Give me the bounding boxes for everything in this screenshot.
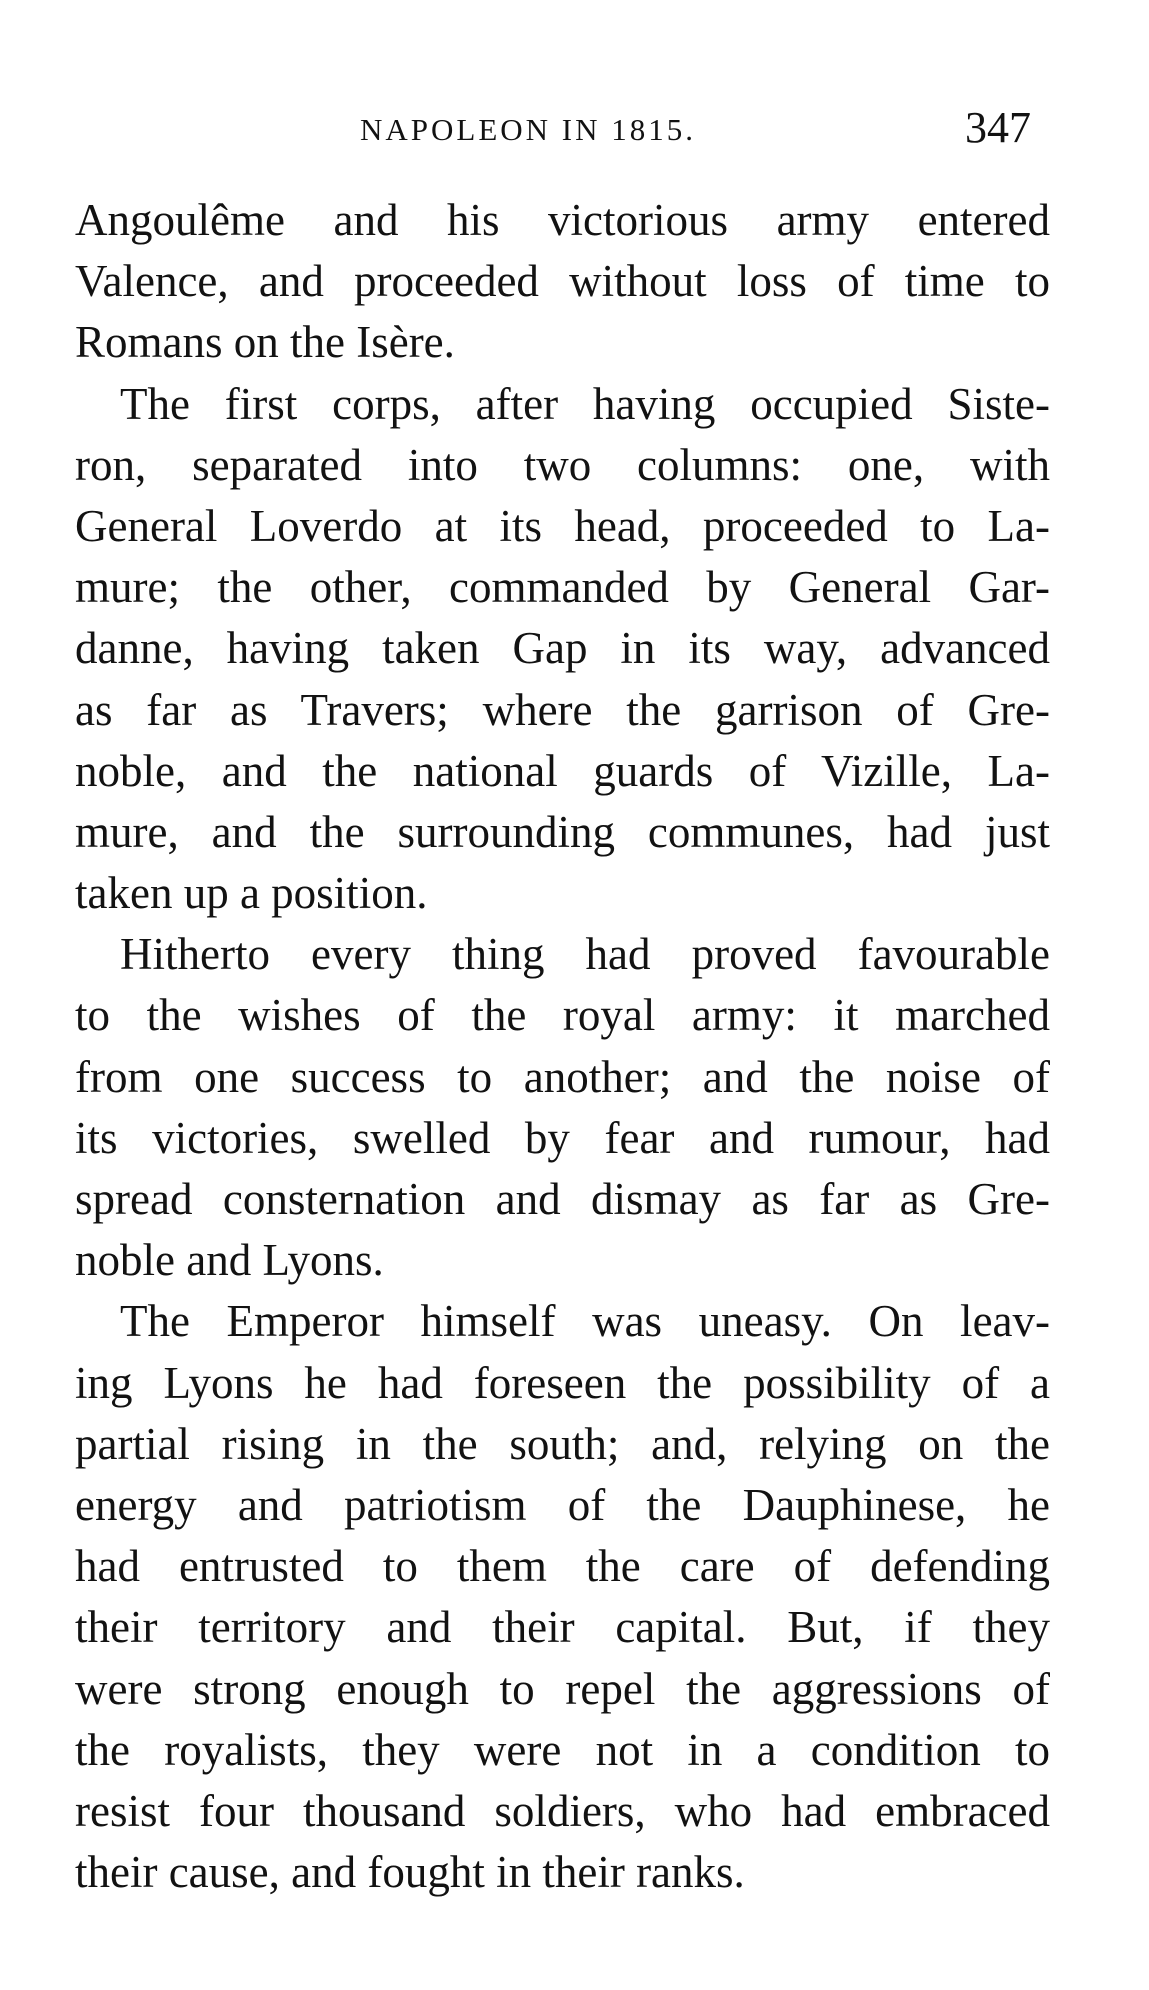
text-line: ing Lyons he had foreseen the possibility of a <box>75 1357 1050 1408</box>
text-line: noble, and the national guards of Vizille, La- <box>75 745 1050 796</box>
text-line: energy and patriotism of the Dauphinese, he <box>75 1479 1050 1530</box>
text-line: The Emperor himself was uneasy. On leav- <box>120 1296 1050 1347</box>
text-line: mure, and the surrounding communes, had just <box>75 806 1050 857</box>
text-line: their cause, and fought in their ranks. <box>75 1847 745 1898</box>
text-line: Hitherto every thing had proved favourable <box>120 929 1050 980</box>
text-line: The first corps, after having occupied Siste- <box>120 378 1050 429</box>
text-line: had entrusted to them the care of defending <box>75 1541 1050 1592</box>
text-line: spread consternation and dismay as far as Gre- <box>75 1174 1050 1224</box>
text-line: danne, having taken Gap in its way, advanced <box>75 623 1050 674</box>
text-line: were strong enough to repel the aggressions of <box>75 1663 1050 1714</box>
text-line: to the wishes of the royal army: it marched <box>75 990 1050 1041</box>
text-line: partial rising in the south; and, relying on the <box>75 1418 1050 1469</box>
paragraph-4 <box>75 1291 1050 1903</box>
text-line: taken up a position. <box>75 868 428 919</box>
text-line: the royalists, they were not in a condition to <box>75 1724 1050 1775</box>
text-line: from one success to another; and the noise of <box>75 1051 1050 1102</box>
text-line: Angoulême and his victorious army entered <box>75 195 1050 245</box>
text-line: General Loverdo at its head, proceeded to La- <box>75 500 1050 551</box>
text-line: as far as Travers; where the garrison of Gre- <box>75 684 1050 735</box>
running-head <box>0 100 1149 160</box>
text-line: its victories, swelled by fear and rumour, had <box>75 1112 1050 1163</box>
paragraph-1 <box>75 190 1050 374</box>
text-line: Romans on the Isère. <box>75 317 455 368</box>
paragraph-3 <box>75 924 1050 1291</box>
text-line: resist four thousand soldiers, who had embraced <box>75 1785 1050 1836</box>
text-line: mure; the other, commanded by General Gar- <box>75 562 1050 613</box>
body-text <box>75 190 1050 1950</box>
text-line: Valence, and proceeded without loss of time to <box>75 256 1050 307</box>
text-line: ron, separated into two columns: one, with <box>75 439 1050 490</box>
text-line: their territory and their capital. But, if they <box>75 1602 1050 1653</box>
text-line: noble and Lyons. <box>75 1235 384 1286</box>
paragraph-2 <box>75 374 1050 925</box>
running-title: NAPOLEON IN 1815. <box>360 112 697 147</box>
page-number: 347 <box>965 103 1031 152</box>
